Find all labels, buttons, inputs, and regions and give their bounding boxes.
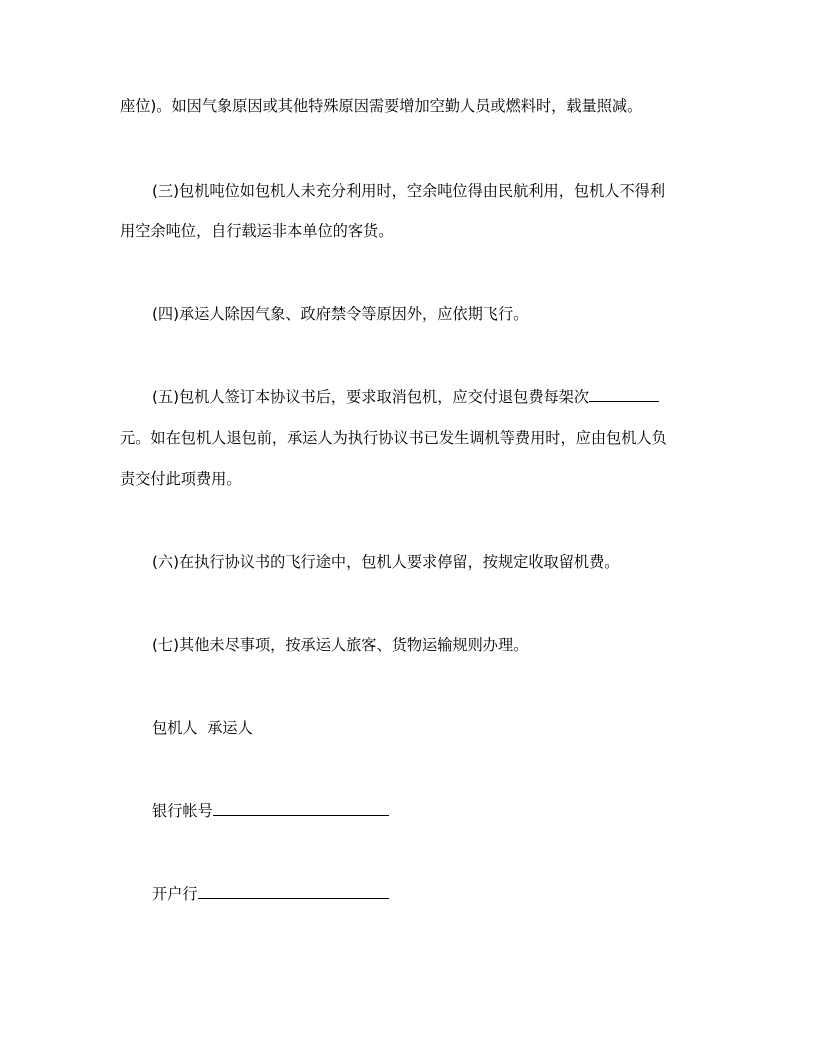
bank-account-label: 银行帐号 [152,802,213,820]
bank-account-blank[interactable] [213,801,389,816]
bank-name-blank[interactable] [198,884,389,899]
clause-5-line-2: 元。如在包机人退包前，承运人为执行协议书已发生调机等费用时，应由包机人负 [120,429,667,447]
clause-3-line-2: 用空余吨位，自行载运非本单位的客货。 [120,222,394,240]
clause-4: (四)承运人除因气象、政府禁令等原因外，应依期飞行。 [152,305,529,323]
clause-5-line-1 [152,387,659,407]
clause-6: (六)在执行协议书的飞行途中，包机人要求停留，按规定收取留机费。 [152,553,620,571]
signature-parties: 包机人 承运人 [152,719,253,737]
bank-account-row [152,801,389,821]
refund-fee-blank[interactable] [589,387,659,402]
bank-name-label: 开户行 [152,885,198,903]
clause-5-line-3: 责交付此项费用。 [120,470,242,488]
clause-7: (七)其他未尽事项，按承运人旅客、货物运输规则办理。 [152,636,529,654]
paragraph-2-continuation: 座位)。如因气象原因或其他特殊原因需要增加空勤人员或燃料时，载量照减。 [120,97,643,115]
bank-name-row [152,884,389,904]
clause-5-text: (五)包机人签订本协议书后，要求取消包机，应交付退包费每架次 [152,388,590,406]
clause-3-line-1: (三)包机吨位如包机人未充分利用时，空余吨位得由民航利用，包机人不得利 [152,182,666,200]
